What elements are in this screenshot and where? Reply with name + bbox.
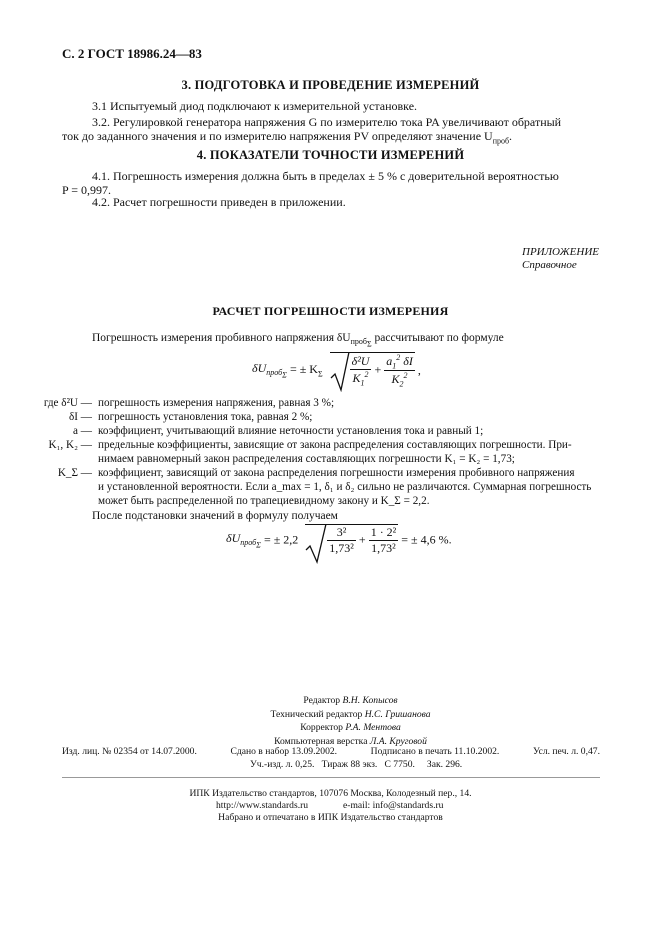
publisher-email[interactable]: e-mail: info@standards.ru: [343, 800, 444, 811]
legend-label: K_Σ —: [57, 467, 92, 479]
legend-text: коэффициент, зависящий от закона распределения погрешности измерения пробивного напряжения: [98, 467, 575, 479]
credit-role: Редактор: [303, 695, 341, 706]
appendix-title: РАСЧЕТ ПОГРЕШНОСТИ ИЗМЕРЕНИЯ: [212, 304, 449, 318]
legend-text: погрешность установления тока, равная 2 %;: [98, 411, 313, 423]
imprint-line-2: Уч.-изд. л. 0,25. Тираж 88 экз. С 7750. Зак. 296.: [250, 759, 463, 770]
publisher: ИПК Издательство стандартов, 107076 Москва, Колодезный пер., 14.: [189, 788, 472, 799]
credit-name: Р.А. Ментова: [345, 722, 401, 733]
page-header: С. 2 ГОСТ 18986.24—83: [62, 46, 202, 61]
section-4-paragraph-2: 4.2. Расчет погрешности приведен в приложении.: [92, 195, 346, 209]
publisher-site[interactable]: http://www.standards.ru: [216, 800, 309, 811]
formula-2-eq: = ± 2,2: [263, 532, 299, 547]
section-4-paragraph-1a: 4.1. Погрешность измерения должна быть в пределах ± 5 % с доверительной вероятностью: [92, 169, 559, 183]
legend-label: δI —: [69, 411, 92, 423]
printed-by: Набрано и отпечатано в ИПК Издательство стандартов: [218, 812, 443, 823]
sqrt-icon: [305, 524, 327, 564]
legend-text: предельные коэффициенты, зависящие от закона распределения составляющих погрешности. При-: [98, 439, 572, 451]
section-3-paragraph-2b: ток до заданного значения и по измерителю напряжения PV определяют значение $U_{проб}$.: [62, 129, 513, 146]
legend-text: нимаем равномерный закон распределения составляющих погрешности K₁ = K₂ = 1,73;: [98, 453, 515, 465]
section-3-paragraph-1: 3.1 Испытуемый диод подключают к измерительной установке.: [92, 99, 418, 113]
formula-1-radical: $\frac{\text{δ²U}}{K_1^2}$ + $\frac{a_1^2 \delta I}{K_2^2}$: [330, 352, 415, 389]
appendix-intro: Погрешность измерения пробивного напряжения $\delta U_{проб_\Sigma}$ рассчитывают по формуле: [92, 332, 504, 349]
credit-name: В.Н. Копысов: [342, 695, 398, 706]
legend-text: погрешность измерения напряжения, равная 3 %;: [98, 397, 335, 409]
sqrt-icon: [330, 352, 350, 392]
appendix-label: ПРИЛОЖЕНИЕ: [522, 246, 599, 258]
legend-label: где δ²U —: [43, 397, 92, 409]
formula-2-result: = ± 4,6 %.: [401, 532, 452, 547]
formula-1-eq: = ± $K_\Sigma$: [289, 362, 323, 379]
legend: [0, 396, 661, 508]
credit-name: Н.С. Гришанова: [364, 708, 431, 720]
credits: [0, 694, 661, 748]
credit-name: Л.А. Круговой: [369, 735, 427, 747]
appendix-sublabel: Справочное: [522, 259, 577, 271]
section-3-paragraph-2a: 3.2. Регулировкой генератора напряжения G по измерителю тока PA увеличивают обратный: [92, 115, 562, 129]
legend-text: коэффициент, учитывающий влияние неточности установления тока и равный 1;: [98, 425, 484, 437]
credit-role: Технический редактор: [270, 708, 363, 720]
after-text: После подстановки значений в формулу получаем: [92, 510, 338, 522]
section-3-title: 3. ПОДГОТОВКА И ПРОВЕДЕНИЕ ИЗМЕРЕНИЙ: [181, 78, 480, 92]
formula-1: $\delta U_{проб_\Sigma}$ = ± $K_\Sigma$ $\frac{\text{δ²U}}{K_1^2}$ + $\frac{a_1^2 \delta I}{K_2^2}$ ,: [252, 352, 421, 389]
legend-text: может быть распределенной по трапециевидному закону и K_Σ = 2,2.: [98, 495, 430, 507]
section-4-title: 4. ПОКАЗАТЕЛИ ТОЧНОСТИ ИЗМЕРЕНИЙ: [196, 148, 465, 162]
section-4-paragraph-1b: P = 0,997.: [62, 183, 111, 197]
divider: [62, 777, 600, 778]
legend-text: и установленной вероятности. Если a_max = 1, δ₁ и δ₂ сильно не различаются. Суммарная погрешность: [98, 481, 592, 493]
legend-label: a —: [73, 425, 92, 437]
formula-2: [226, 524, 452, 556]
credit-role: Корректор: [300, 722, 343, 733]
formula-2-radical: $\frac{\text{3²}}{\text{1,73²}}$ + $\frac{\text{1 · 2²}}{\text{1,73²}}$: [305, 524, 398, 556]
formula-2-lhs: $\delta U_{проб_\Sigma}$: [226, 530, 261, 550]
formula-1-lhs: $\delta U_{проб_\Sigma}$: [252, 360, 287, 380]
credit-role: Компьютерная верстка: [274, 735, 368, 747]
legend-label: K₁, K₂ —: [48, 439, 92, 451]
imprint-line-1: Изд. лиц. № 02354 от 14.07.2000. Сдано в набор 13.09.2002. Подписано в печать 11.10.2002. Усл. печ. л. 0,47.: [62, 746, 600, 757]
